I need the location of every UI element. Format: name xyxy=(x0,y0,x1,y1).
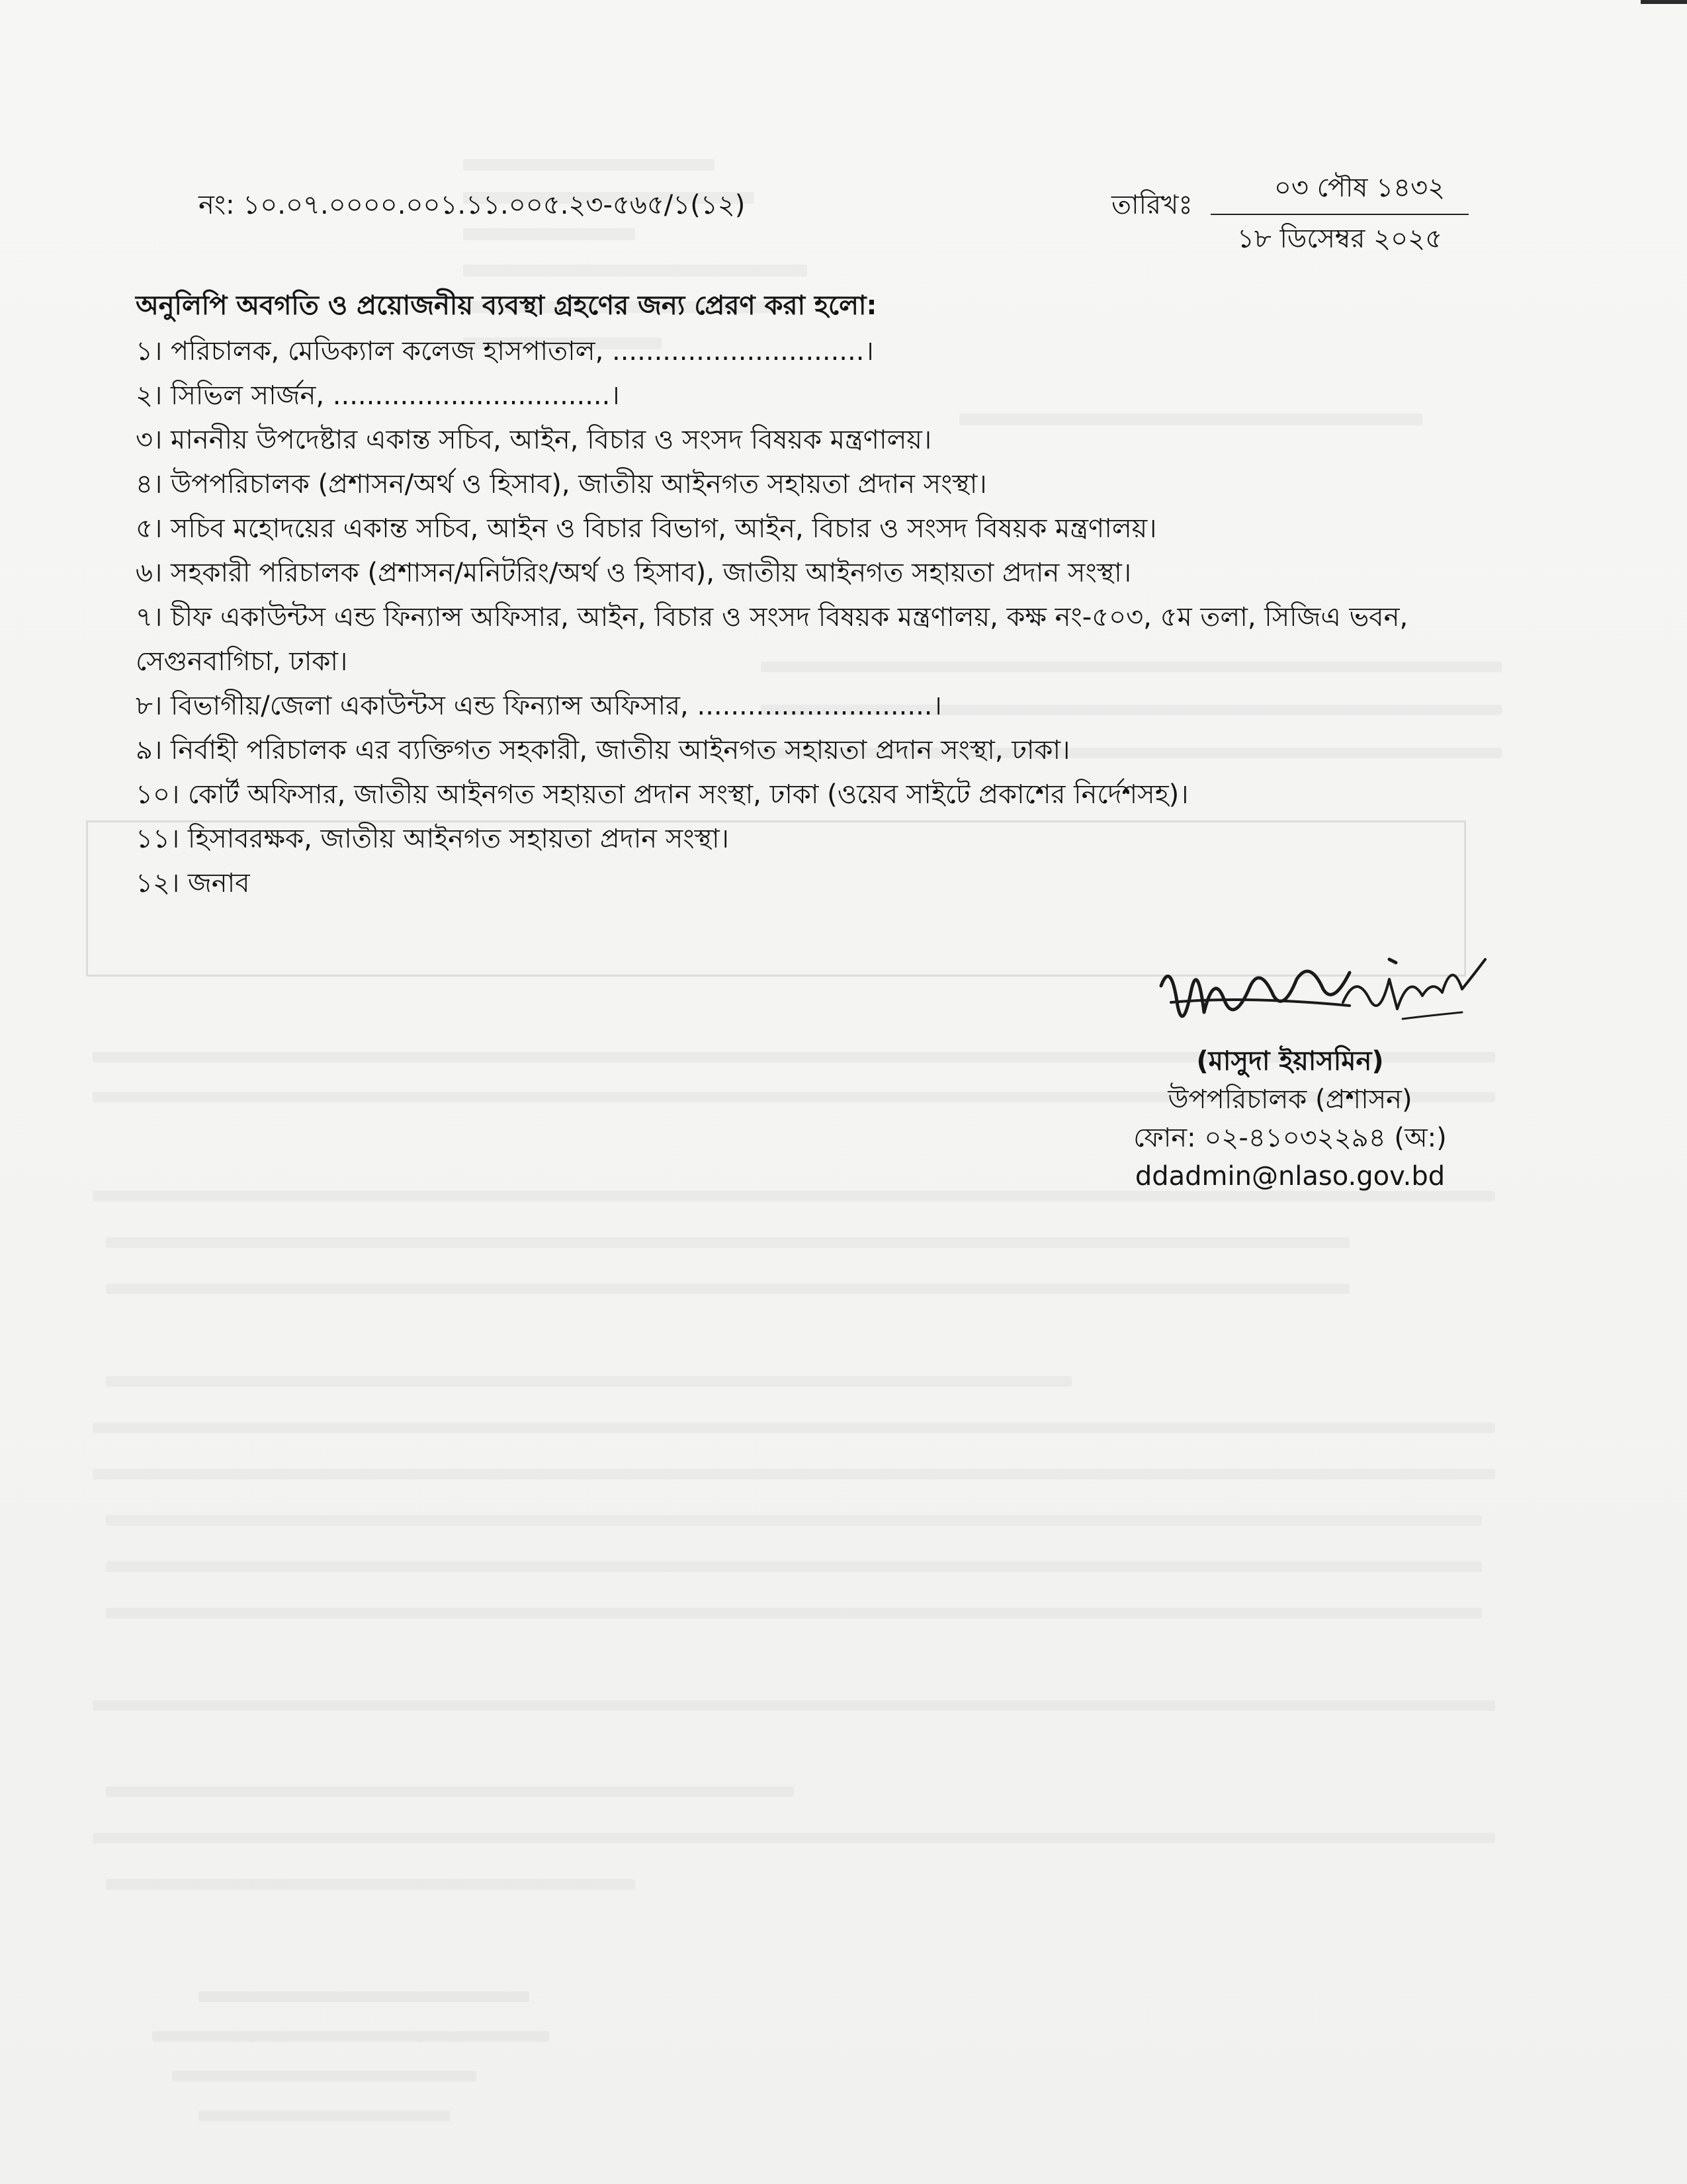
signatory-block xyxy=(1092,1042,1489,1196)
list-item: ১। পরিচালক, মেডিক্যাল কলেজ হাসপাতাল, ..............................। xyxy=(136,336,874,367)
date-label: তারিখঃ xyxy=(1111,190,1193,220)
list-item: ৪। উপপরিচালক (প্রশাসন/অর্থ ও হিসাব), জাতীয় আইনগত সহায়তা প্রদান সংস্থা। xyxy=(136,469,987,500)
list-item: ১০। কোর্ট অফিসার, জাতীয় আইনগত সহায়তা প্রদান সংস্থা, ঢাকা (ওয়েব সাইটে প্রকাশের নির্দেশসহ)। xyxy=(136,779,1189,810)
list-item: ৫। সচিব মহোদয়ের একান্ত সচিব, আইন ও বিচার বিভাগ, আইন, বিচার ও সংসদ বিষয়ক মন্ত্রণালয়। xyxy=(136,513,1157,544)
list-item: ৬। সহকারী পরিচালক (প্রশাসন/মনিটরিং/অর্থ ও হিসাব), জাতীয় আইনগত সহায়তা প্রদান সংস্থা। xyxy=(136,558,1132,588)
memo-number: নং: ১০.০৭.০০০০.০০১.১১.০০৫.২৩-৫৬৫/১(১২) xyxy=(198,190,746,220)
signatory-phone: ফোন: ০২-৪১০৩২২৯৪ (অ:) xyxy=(1133,1123,1447,1153)
handwritten-signature xyxy=(1151,933,1522,1052)
date-gregorian: ১৮ ডিসেম্বর ২০২৫ xyxy=(1236,224,1443,254)
list-item: ৩। মাননীয় উপদেষ্টার একান্ত সচিব, আইন, বিচার ও সংসদ বিষয়ক মন্ত্রণালয়। xyxy=(136,425,932,455)
list-item: ৯। নির্বাহী পরিচালক এর ব্যক্তিগত সহকারী, জাতীয় আইনগত সহায়তা প্রদান সংস্থা, ঢাকা। xyxy=(136,735,1070,765)
date-bangla: ০৩ পৌষ ১৪৩২ xyxy=(1211,167,1469,215)
list-item: ৮। বিভাগীয়/জেলা একাউন্টস এন্ড ফিন্যান্স অফিসার, ............................। xyxy=(136,691,942,721)
date-block xyxy=(1211,167,1469,262)
list-item: ১২। জনাব xyxy=(136,868,250,898)
list-item: ২। সিভিল সার্জন, .................................। xyxy=(136,380,620,411)
list-item: ৭। চীফ একাউন্টস এন্ড ফিন্যান্স অফিসার, আইন, বিচার ও সংসদ বিষয়ক মন্ত্রণালয়, কক্ষ নং-৫০৩, ৫ম তলা, সিজিএ ভবন, সেগুনবাগিচা, ঢাকা। xyxy=(136,602,1408,677)
recipient-list xyxy=(136,329,1538,906)
scan-corner-mark xyxy=(1641,0,1687,4)
list-item: ১১। হিসাবরক্ষক, জাতীয় আইনগত সহায়তা প্রদান সংস্থা। xyxy=(136,824,729,854)
signatory-name: (মাসুদা ইয়াসমিন) xyxy=(1196,1046,1384,1076)
signatory-designation: উপপরিচালক (প্রশাসন) xyxy=(1168,1084,1412,1115)
signatory-email: ddadmin@nlaso.gov.bd xyxy=(1135,1161,1446,1192)
copy-heading: অনুলিপি অবগতি ও প্রয়োজনীয় ব্যবস্থা গ্রহণের জন্য প্রেরণ করা হলো: xyxy=(136,290,877,321)
